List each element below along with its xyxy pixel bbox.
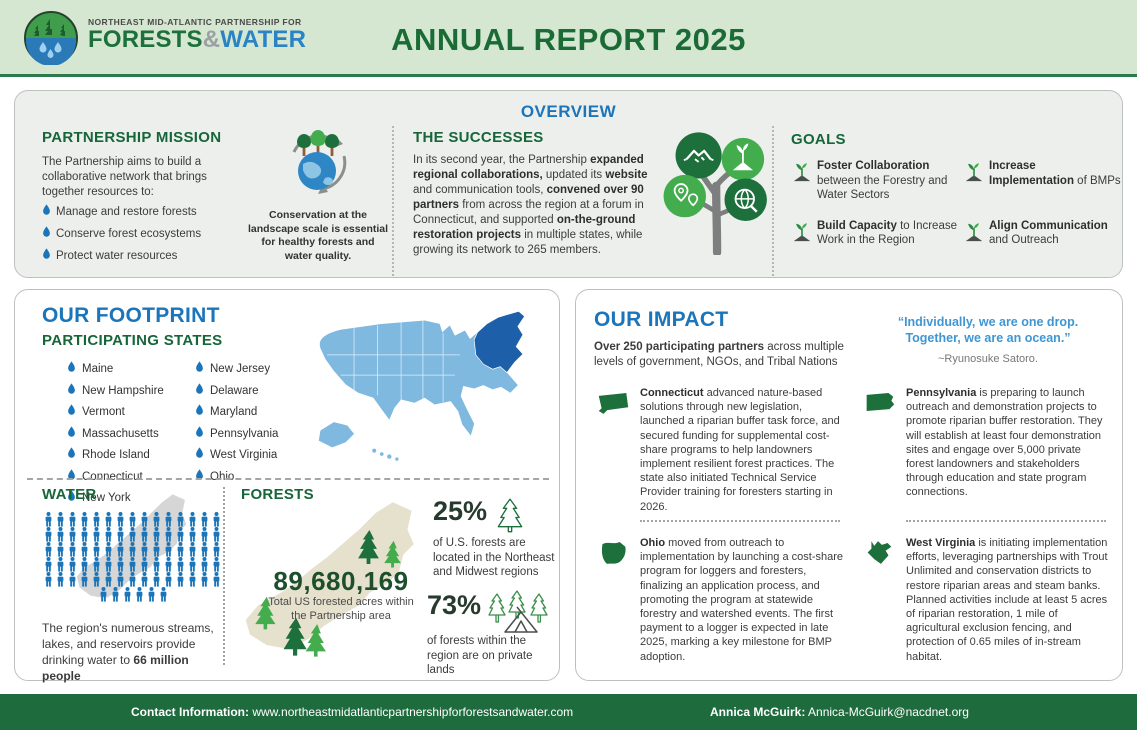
impact-text: West Virginia is initiating implementation efforts, leveraging partnerships with Trout Unlimited and conservation districts to restore riparian areas and steam banks. Planned activities include at least 5 acres of riparian restoration, 1 mile of agricultural exclusion fencing, and protection of 0.65 miles of in-stream habitat. [906,537,1108,663]
goal-text: Increase Implementation of BMPs [989,160,1121,187]
person-icon [158,587,170,602]
person-icon [175,572,187,587]
water-drop-icon [195,360,210,378]
person-icon [103,542,115,557]
goal-item [963,159,1121,203]
impact-intro: Over 250 participating partners across multiple levels of government, NGOs, and Tribal Nations [594,341,844,368]
list-item [195,425,278,443]
person-icon [163,512,175,527]
goal-text: Align Communication and Outreach [989,219,1108,246]
forest-stat-25 [433,496,525,534]
list-item [67,360,164,378]
person-icon [55,542,67,557]
water-drop-icon [67,360,82,378]
globe-search-icon [724,179,766,221]
person-icon [127,527,139,542]
list-item [67,468,164,486]
goal-text: Build Capacity to Increase Work in the Region [817,219,957,246]
person-icon [187,527,199,542]
water-drop-icon [67,425,82,443]
impact-item [860,536,1110,672]
list-item-label: Protect water resources [56,250,178,262]
impact-items-grid [594,386,1110,672]
west-virginia-state-icon [860,536,906,664]
person-icon [79,542,91,557]
seedling-icon [791,159,817,203]
list-item [195,446,278,464]
stat-25-caption: of U.S. forests are located in the Northeast and Midwest regions [433,537,555,578]
person-icon [115,527,127,542]
people-row [43,527,225,542]
person-icon [187,512,199,527]
person-icon [139,572,151,587]
person-icon [211,557,223,572]
overview-panel [14,90,1123,278]
forested-acres-caption: Total US forested acres within the Partnership area [268,596,414,622]
pine-tree-icon [495,496,525,534]
successes-tree-graphic [658,127,778,260]
person-icon [146,587,158,602]
list-item-label: West Virginia [210,449,278,461]
person-icon [67,527,79,542]
org-word-water: WATER [220,26,307,53]
person-icon [127,512,139,527]
forest-stat-73 [427,590,549,634]
successes-body: In its second year, the Partnership expanded regional collaborations, updated its website and communication tools, convened over 90 partners from across the region at a forum in Connecticut, and supported on-the-ground restoration projects in multiple states, while growing its network to 265 members. [413,154,648,256]
person-icon [67,512,79,527]
forests-heading: FORESTS [241,486,314,503]
people-icon-grid [43,512,225,602]
person-icon [55,512,67,527]
person-icon [103,512,115,527]
successes-heading: THE SUCCESSES [413,129,544,146]
conservation-caption: Conservation at the landscape scale is essential for healthy forests and water quality. [247,209,389,262]
person-icon [139,527,151,542]
person-icon [43,542,55,557]
person-icon [43,527,55,542]
person-icon [122,587,134,602]
header [0,0,1137,77]
person-icon [211,527,223,542]
water-drop-icon [195,468,210,486]
person-icon [175,542,187,557]
org-word-forests: FORESTS [88,26,203,53]
conservation-graphic [247,126,389,263]
impact-item [594,386,844,522]
goals-heading: GOALS [791,131,846,148]
water-drop-icon [67,403,82,421]
person-icon [211,572,223,587]
person-icon [163,557,175,572]
person-icon [115,512,127,527]
goal-text: Foster Collaboration between the Forestry and Water Sectors [817,160,948,201]
person-icon [127,557,139,572]
people-row [43,587,225,602]
person-icon [115,557,127,572]
person-icon [139,557,151,572]
person-icon [187,557,199,572]
mission-intro: The Partnership aims to build a collaborative network that brings together resources to: [42,156,207,198]
people-row [43,542,225,557]
org-name-line1: NORTHEAST MID-ATLANTIC PARTNERSHIP FOR [88,17,302,27]
participating-states-heading: PARTICIPATING STATES [42,332,223,349]
quote-block [868,314,1108,365]
person-icon [98,587,110,602]
water-heading: WATER [42,486,97,503]
list-item-label: New York [82,492,131,504]
list-item [42,225,242,243]
contact-label: Contact Information: [131,705,249,719]
us-map [307,302,559,475]
goals-list [791,159,1121,248]
person-icon [199,572,211,587]
footprint-title: OUR FOOTPRINT [42,304,220,327]
impact-text: Ohio moved from outreach to implementation by launching a cost-share program for loggers and foresters, finalizing an application process, and promoting the program at statewide forestry and watershed events. The first payment to a logger is expected in late 2025, marking a key milestone for BMP adoption. [640,537,844,663]
forest-camp-icon [487,590,549,634]
impact-text: Pennsylvania is preparing to launch outreach and demonstration projects to promote riparian buffer restoration. They will establish at least four demonstration sites and engage over 5,000 private forest landowners and stakeholders through education and state program connections. [906,387,1103,499]
impact-item [860,386,1110,522]
person-icon [187,572,199,587]
column-divider [392,126,394,276]
list-item [195,468,278,486]
person-icon [67,557,79,572]
person-icon [134,587,146,602]
person-name-label: Annica McGuirk: [710,705,806,719]
list-item [195,403,278,421]
person-icon [43,512,55,527]
person-icon [115,572,127,587]
person-icon [115,542,127,557]
person-icon [91,542,103,557]
goal-item [963,219,1121,248]
people-row [43,572,225,587]
water-drop-icon [195,425,210,443]
list-item [67,425,164,443]
water-drop-icon [195,403,210,421]
landscape-conservation-icon [281,126,355,198]
report-title: ANNUAL REPORT 2025 [391,22,746,57]
person-icon [139,512,151,527]
list-item-label: Manage and restore forests [56,206,197,218]
water-drop-icon [42,247,56,265]
list-item-label: Connecticut [82,470,143,483]
person-icon [79,557,91,572]
person-icon [151,527,163,542]
water-drop-icon [67,468,82,486]
person-icon [67,542,79,557]
person-icon [151,542,163,557]
contact-info [131,705,573,719]
quote-line1: “Individually, we are one drop. [897,315,1079,329]
person-icon [139,542,151,557]
list-item [195,360,278,378]
person-icon [199,542,211,557]
water-drop-icon [195,382,210,400]
water-caption: The region's numerous streams, lakes, and reservoirs provide drinking water to 66 million people [42,621,214,683]
seedling-icon [963,159,989,203]
person-icon [163,542,175,557]
water-drop-icon [67,382,82,400]
mission-heading: PARTNERSHIP MISSION [42,129,222,146]
quote-attribution: ~Ryunosuke Satoro. [938,353,1038,365]
person-icon [163,572,175,587]
person-email[interactable]: Annica-McGuirk@nacdnet.org [808,705,969,719]
person-icon [127,572,139,587]
person-icon [187,542,199,557]
person-icon [55,557,67,572]
impact-item [594,536,844,672]
person-icon [79,572,91,587]
list-item-label: Ohio [210,470,235,483]
person-icon [151,557,163,572]
overview-title: OVERVIEW [520,102,617,121]
person-icon [91,557,103,572]
person-icon [91,512,103,527]
person-icon [211,542,223,557]
person-icon [151,512,163,527]
water-drop-icon [195,446,210,464]
list-item-label: Conserve forest ecosystems [56,228,202,240]
person-icon [163,527,175,542]
list-item [67,382,164,400]
people-row [43,512,225,527]
list-item [195,382,278,400]
water-drop-icon [67,446,82,464]
list-item-label: New Jersey [210,363,271,375]
person-icon [175,557,187,572]
person-icon [127,542,139,557]
person-icon [211,512,223,527]
impact-panel [575,289,1123,681]
footer [0,694,1137,730]
map-pins-icon [664,175,706,217]
person-icon [151,572,163,587]
person-icon [199,512,211,527]
goal-item [791,159,963,203]
list-item [42,203,242,221]
water-drop-icon [42,225,56,243]
pennsylvania-state-icon [860,386,906,514]
list-item-label: Vermont [82,406,125,418]
ohio-state-icon [594,536,640,664]
contact-person [710,705,969,719]
seedling-icon [963,219,989,248]
person-icon [199,557,211,572]
list-item-label: New Hampshire [82,384,164,397]
quote-line2: Together, we are an ocean.” [905,331,1071,345]
stat-25-value: 25% [433,496,488,526]
person-icon [43,557,55,572]
handshake-icon [676,132,722,178]
seedling-icon [791,219,817,248]
people-row [43,557,225,572]
list-item-label: Maryland [210,406,258,418]
list-item-label: Delaware [210,384,259,397]
footprint-panel [14,289,560,681]
mission-bullet-list [42,203,242,269]
person-icon [110,587,122,602]
person-icon [91,572,103,587]
impact-title: OUR IMPACT [594,308,729,331]
person-icon [103,527,115,542]
person-icon [55,527,67,542]
seedling-icon [722,138,764,180]
person-icon [79,527,91,542]
person-icon [175,527,187,542]
person-icon [103,557,115,572]
person-icon [175,512,187,527]
person-icon [55,572,67,587]
horizontal-divider [27,478,549,480]
person-icon [67,572,79,587]
person-icon [91,527,103,542]
list-item [67,403,164,421]
impact-text: Connecticut advanced nature-based solutions through new legislation, launched a riparian buffer task force, and secured funding for supplemental cost-share programs to help landowners implement resilient forest practices. The state also initiated Technical Service Provider training for foresters starting in 2026. [640,387,840,513]
person-icon [43,572,55,587]
forested-acres-number: 89,680,169 [273,566,409,596]
goal-item [791,219,963,248]
connecticut-state-icon [594,386,640,514]
person-icon [199,527,211,542]
list-item [67,446,164,464]
water-drop-icon [42,203,56,221]
stat-73-caption: of forests within the region are on private lands [427,635,533,676]
org-word-amp: & [202,26,221,53]
person-icon [79,512,91,527]
list-item [42,247,242,265]
list-item-label: Maine [82,363,114,375]
person-icon [103,572,115,587]
list-item-label: Massachusetts [82,427,159,440]
stat-73-value: 73% [427,590,482,620]
contact-url[interactable]: www.northeastmidatlanticpartnershipforforestsandwater.com [252,705,574,719]
list-item-label: Rhode Island [82,449,150,461]
list-item-label: Pennsylvania [210,427,279,440]
states-list-col2 [195,360,278,489]
